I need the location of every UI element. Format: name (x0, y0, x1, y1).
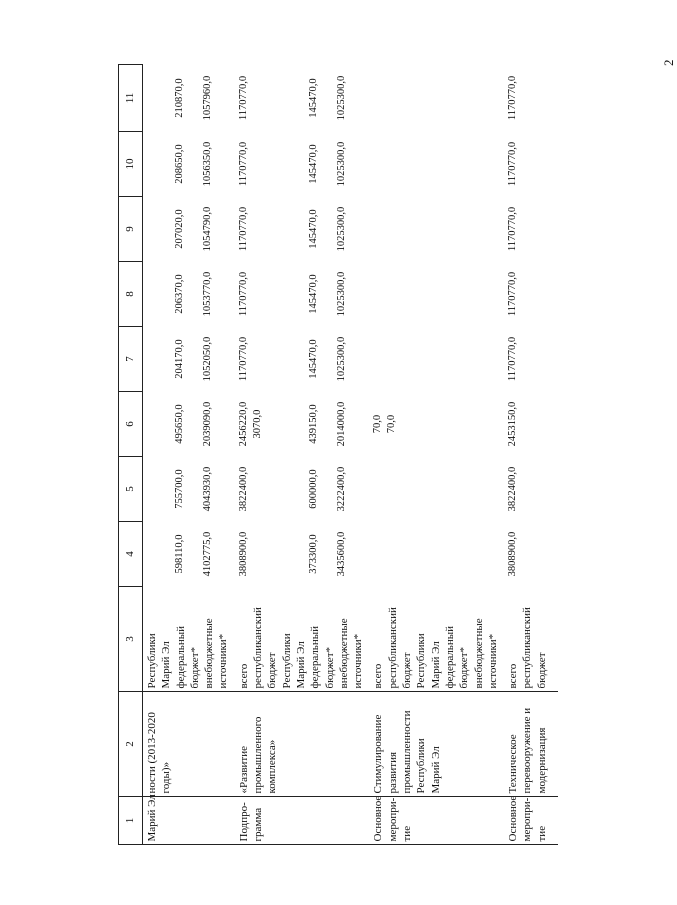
amount-value (187, 330, 201, 389)
source-cell (143, 587, 235, 692)
amount-cell (369, 132, 504, 197)
amount-value (385, 460, 399, 519)
amount-cell (143, 522, 235, 587)
cell-line: всего (237, 663, 250, 689)
amount-value (251, 68, 265, 129)
amount-value (145, 135, 159, 194)
source-cell (504, 587, 553, 692)
amount-value (279, 395, 293, 454)
amount-cell (504, 262, 553, 327)
cell-line: модернизация (535, 727, 548, 794)
amount-value: 1025300,0 (335, 141, 347, 187)
amount-value (187, 68, 201, 129)
amount-cell (235, 392, 370, 457)
amount-value: 4043930,0 (202, 466, 213, 512)
amount-value (265, 330, 279, 389)
amount-value (159, 68, 173, 129)
amount-cell (504, 522, 553, 587)
amount-value: 145470,0 (307, 78, 319, 118)
amount-value (293, 460, 307, 519)
amount-value (145, 68, 159, 129)
cell-line: развития (386, 751, 399, 794)
amount-cell (504, 197, 553, 262)
cell-line: республиканский (386, 607, 399, 689)
amount-value: 373300,0 (307, 534, 319, 574)
amount-value (187, 200, 201, 259)
amount-value (293, 135, 307, 194)
amount-value (187, 525, 201, 584)
amount-value (279, 135, 293, 194)
column-number-2: 2 (119, 692, 143, 797)
cell-line: Основное (372, 795, 385, 842)
cell-line: годы)» (160, 761, 173, 794)
amount-value: 1170770,0 (237, 75, 249, 121)
amount-value (371, 265, 385, 324)
amount-value (371, 200, 385, 259)
column-number-1: 1 (119, 797, 143, 845)
cell-line: источники* (486, 633, 499, 689)
amount-value: 755700,0 (174, 469, 185, 509)
amount-value: 2453150,0 (507, 401, 519, 447)
status-cell (143, 794, 235, 845)
column-number-11: 11 (119, 65, 143, 132)
amount-value (385, 68, 399, 129)
amount-value (251, 460, 265, 519)
amount-value (293, 330, 307, 389)
amount-value (385, 330, 399, 389)
amount-value: 600000,0 (307, 469, 319, 509)
cell-line: республиканский (252, 607, 265, 689)
amount-value (251, 200, 265, 259)
amount-value (145, 525, 159, 584)
amount-value: 3222400,0 (335, 466, 347, 512)
amount-value (145, 265, 159, 324)
amount-cell (235, 132, 370, 197)
amount-value: 145470,0 (307, 339, 319, 379)
budget-table-rotated (118, 65, 558, 845)
cell-line: бюджет (401, 652, 414, 689)
amount-value: 1170770,0 (507, 271, 519, 317)
status-cell (504, 797, 553, 845)
cell-line: всего (372, 663, 385, 689)
amount-value (279, 200, 293, 259)
budget-table (118, 64, 553, 845)
amount-value: 145470,0 (307, 274, 319, 314)
cell-line: внебюджетные (472, 618, 485, 689)
amount-value: 210870,0 (174, 78, 185, 118)
amount-cell (143, 65, 235, 132)
table-row (143, 65, 235, 845)
cell-line: промышленности (401, 710, 414, 794)
amount-value: 3822400,0 (237, 466, 249, 512)
amount-value: 1170770,0 (507, 206, 519, 252)
name-cell (504, 692, 553, 797)
cell-line: Республики (146, 633, 158, 689)
amount-cell (369, 522, 504, 587)
cell-line: Марий Эл (294, 641, 307, 689)
amount-value (145, 200, 159, 259)
amount-value: 1170770,0 (507, 141, 519, 187)
amount-value: 145470,0 (307, 209, 319, 249)
amount-value (293, 68, 307, 129)
cell-line: федеральный (309, 626, 322, 689)
column-number-row (119, 65, 143, 845)
cell-line: Марий Эл (146, 794, 158, 842)
amount-cell (235, 197, 370, 262)
amount-value (251, 135, 265, 194)
cell-line: внебюджетные (203, 618, 216, 689)
amount-value (293, 200, 307, 259)
amount-value (145, 330, 159, 389)
cell-line: Республики (280, 633, 293, 689)
table-row (504, 65, 553, 845)
amount-cell (235, 327, 370, 392)
amount-value (321, 68, 335, 129)
column-number-4: 4 (119, 522, 143, 587)
amount-value: 1170770,0 (507, 75, 519, 121)
cell-line: тие (401, 825, 414, 842)
cell-line: источники* (217, 633, 230, 689)
amount-value: 1053770,0 (202, 271, 213, 317)
cell-line: меропри- (386, 797, 399, 842)
cell-line: промышленного (252, 716, 265, 794)
amount-value: 4102775,0 (202, 531, 213, 577)
name-cell (369, 692, 504, 797)
table-row (235, 65, 370, 845)
amount-value (321, 330, 335, 389)
amount-value: 70,0 (372, 414, 384, 434)
amount-value (279, 525, 293, 584)
amount-value (371, 135, 385, 194)
amount-value: 1057960,0 (202, 75, 213, 121)
amount-value (251, 265, 265, 324)
cell-line: федеральный (174, 626, 187, 689)
column-number-9: 9 (119, 197, 143, 262)
amount-value (321, 200, 335, 259)
cell-line: бюджет (535, 652, 548, 689)
amount-cell (235, 457, 370, 522)
amount-value (321, 265, 335, 324)
cell-line: Подпро- (237, 802, 250, 842)
amount-value (279, 460, 293, 519)
cell-line: бюджет* (188, 647, 201, 689)
amount-value: 1054790,0 (202, 206, 213, 252)
amount-cell (369, 197, 504, 262)
cell-line: перевооружение и (521, 707, 534, 794)
name-cell (143, 692, 235, 797)
amount-value: 495650,0 (174, 404, 185, 444)
amount-value (265, 68, 279, 129)
cell-line: республиканский (521, 607, 534, 689)
amount-value (293, 265, 307, 324)
cell-line: Стимулирование (372, 714, 385, 794)
amount-value (279, 68, 293, 129)
cell-line: меропри- (521, 797, 534, 842)
cell-line: бюджет (266, 652, 279, 689)
amount-value (159, 330, 173, 389)
amount-value: 1170770,0 (237, 141, 249, 187)
amount-value (385, 135, 399, 194)
cell-line: «Развитие (237, 745, 250, 794)
amount-value (251, 525, 265, 584)
amount-value: 1025300,0 (335, 271, 347, 317)
amount-value (293, 525, 307, 584)
amount-value: 1025300,0 (335, 206, 347, 252)
column-divider (118, 796, 558, 797)
column-number-5: 5 (119, 457, 143, 522)
cell-line: грамма (252, 807, 265, 842)
column-number-10: 10 (119, 132, 143, 197)
amount-cell (369, 327, 504, 392)
cell-line: источники* (352, 633, 365, 689)
amount-value: 1170770,0 (237, 336, 249, 382)
amount-value (265, 265, 279, 324)
amount-cell (143, 392, 235, 457)
table-row (369, 65, 504, 845)
cell-line: ности (2013-2020 (146, 712, 158, 794)
amount-value: 439150,0 (307, 404, 319, 444)
amount-cell (504, 457, 553, 522)
amount-value (279, 265, 293, 324)
amount-cell (143, 457, 235, 522)
cell-line: всего (507, 663, 520, 689)
column-number-7: 7 (119, 327, 143, 392)
cell-line: Республики (415, 633, 428, 689)
amount-value: 145470,0 (307, 144, 319, 184)
cell-line: Марий Эл (429, 641, 442, 689)
cell-line: Основное (507, 795, 520, 842)
name-cell (235, 692, 370, 797)
amount-value: 1025300,0 (335, 336, 347, 382)
amount-value (187, 460, 201, 519)
cell-line: Республики (415, 738, 428, 794)
amount-value (293, 395, 307, 454)
amount-value (385, 200, 399, 259)
source-cell (235, 587, 370, 692)
amount-value (265, 395, 279, 454)
amount-value (159, 525, 173, 584)
amount-cell (143, 132, 235, 197)
amount-value: 2014000,0 (335, 401, 347, 447)
amount-value (321, 460, 335, 519)
amount-value: 598110,0 (174, 534, 185, 574)
amount-value (371, 330, 385, 389)
column-number-8: 8 (119, 262, 143, 327)
cell-line: федеральный (443, 626, 456, 689)
amount-cell (143, 327, 235, 392)
amount-value (371, 525, 385, 584)
cell-line: Марий Эл (160, 641, 173, 689)
amount-value (321, 135, 335, 194)
amount-value (187, 135, 201, 194)
amount-cell (235, 65, 370, 132)
status-cell (235, 797, 370, 845)
amount-value (159, 460, 173, 519)
amount-value (159, 200, 173, 259)
amount-value: 3070,0 (251, 409, 263, 439)
amount-value (159, 135, 173, 194)
amount-cell (369, 457, 504, 522)
amount-value (187, 265, 201, 324)
amount-value (265, 200, 279, 259)
amount-value: 2039090,0 (202, 401, 213, 447)
amount-value: 3808900,0 (507, 531, 519, 577)
amount-value (145, 395, 159, 454)
amount-value (187, 395, 201, 454)
amount-value (321, 395, 335, 454)
amount-cell (369, 65, 504, 132)
column-number-3: 3 (119, 587, 143, 692)
amount-value: 3808900,0 (237, 531, 249, 577)
column-divider (118, 691, 558, 692)
amount-value (385, 525, 399, 584)
amount-value (265, 460, 279, 519)
column-divider (118, 844, 558, 845)
amount-cell (504, 392, 553, 457)
amount-value (265, 135, 279, 194)
amount-cell (143, 262, 235, 327)
source-cell (369, 587, 504, 692)
amount-cell (235, 522, 370, 587)
amount-value: 1056350,0 (202, 141, 213, 187)
amount-value (159, 395, 173, 454)
amount-value (371, 460, 385, 519)
cell-line: внебюджетные (337, 618, 350, 689)
amount-cell (143, 197, 235, 262)
amount-value: 208650,0 (174, 144, 185, 184)
amount-value (371, 68, 385, 129)
amount-value (385, 265, 399, 324)
amount-value: 2456220,0 (237, 401, 249, 447)
amount-cell (504, 327, 553, 392)
amount-value: 1052050,0 (202, 336, 213, 382)
amount-value: 1170770,0 (237, 271, 249, 317)
amount-cell (369, 392, 504, 457)
page-number: 2 (661, 59, 676, 66)
cell-line: Марий Эл (429, 746, 442, 794)
amount-value: 207020,0 (174, 209, 185, 249)
cell-line: тие (535, 825, 548, 842)
amount-value (279, 330, 293, 389)
amount-value: 3822400,0 (507, 466, 519, 512)
amount-cell (235, 262, 370, 327)
amount-value (321, 525, 335, 584)
amount-cell (369, 262, 504, 327)
cell-line: Техническое (507, 734, 520, 794)
amount-value: 1170770,0 (507, 336, 519, 382)
cell-line: комплекса» (266, 739, 279, 794)
amount-value: 3435600,0 (335, 531, 347, 577)
cell-line: бюджет* (323, 647, 336, 689)
amount-value: 70,0 (386, 414, 398, 434)
amount-value: 1025300,0 (335, 75, 347, 121)
amount-value (145, 460, 159, 519)
amount-cell (504, 132, 553, 197)
amount-value: 206370,0 (174, 274, 185, 314)
amount-value: 1170770,0 (237, 206, 249, 252)
cell-line: бюджет* (458, 647, 471, 689)
column-number-6: 6 (119, 392, 143, 457)
amount-value (265, 525, 279, 584)
status-cell (369, 797, 504, 845)
amount-value (159, 265, 173, 324)
amount-value (251, 330, 265, 389)
amount-value: 204170,0 (174, 339, 185, 379)
amount-cell (504, 65, 553, 132)
